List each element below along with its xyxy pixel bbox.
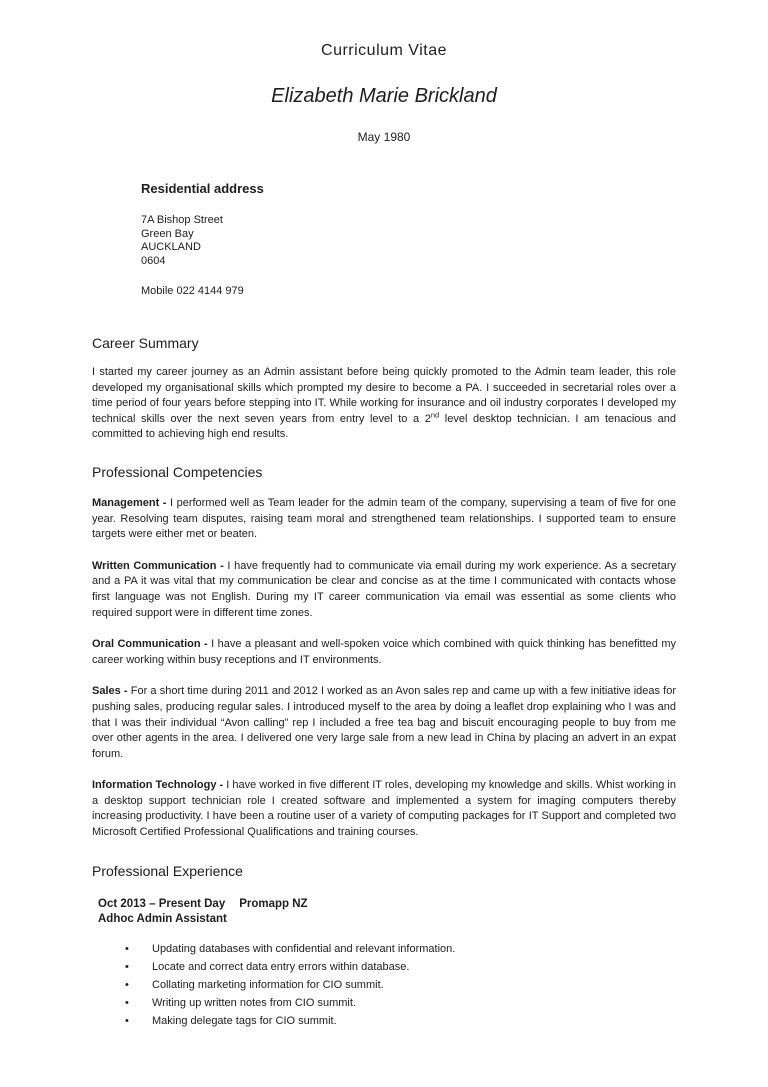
bullet-icon: • [125,1014,129,1027]
competency-management-label: Management - [92,496,170,509]
address-heading: Residential address [141,181,264,196]
bullet-text: Collating marketing information for CIO summit. [152,978,384,991]
bullet-text: Updating databases with confidential and relevant information. [152,942,456,955]
main-content [92,335,676,1029]
competency-oral-communication-label: Oral Communication - [92,638,212,651]
bullet-text: Locate and correct data entry errors within database. [152,960,410,973]
list-item [98,1013,676,1029]
person-name: Elizabeth Marie Brickland [271,85,497,107]
job-dates: Oct 2013 – Present Day [98,897,226,910]
competency-information-technology-text: I have worked in five different IT roles, developing my knowledge and skills. Whist working in a desktop support technician role I created software and implemented a system for imaging computers thereby increasing productivity. I have been a routine user of a variety of computing packages for IT Support and completed two Microsoft Certified Professional Qualifications and training courses. [92,779,676,839]
address-line-street: 7A Bishop Street [141,214,223,226]
bullet-icon: • [125,960,129,973]
competency-management [92,496,676,543]
career-summary-heading: Career Summary [92,335,199,351]
competency-written-communication-text: I have frequently had to communicate via email during my work experience. As a secretary and a PA it was vital that my communication be clear and concise as at the time I communicated with contacts whose first language was not English. During my IT career communication via email was essential as some clients who required support were in different time zones. [92,559,676,619]
birth-date: May 1980 [357,130,411,144]
job-company: Promapp NZ [239,897,308,910]
competency-management-text: I performed well as Team leader for the admin team of the company, supervising a team of five for one year. Resolving team disputes, raising team moral and strengthened team relationships. I supported team to ensure targets were either met or beaten. [92,496,676,541]
ordinal-superscript: nd [430,410,440,420]
competency-written-communication-label: Written Communication - [92,559,228,572]
competency-oral-communication-text: I have a pleasant and well-spoken voice which combined with quick thinking has benefitted my career working within busy receptions and IT environments. [92,638,676,666]
competency-information-technology [92,778,676,840]
job-date-company-line [98,897,676,912]
competency-sales-label: Sales - [92,685,131,698]
list-item [98,995,676,1011]
competencies-heading: Professional Competencies [92,463,263,480]
experience-heading: Professional Experience [92,862,243,879]
career-summary-text-pre: I started my career journey as an Admin assistant before being quickly promoted to the Admin team leader, this role developed my organisational skills which prompted my desire to become a PA. I succeeded in secretarial roles over a time period of four years before stepping into IT. While working for insurance and oil industry corporates I developed my technical skills over the next seven years from entry level to a 2 [92,366,676,425]
competency-information-technology-label: Information Technology - [92,779,227,792]
mobile-number: Mobile 022 4144 979 [141,285,244,297]
address-line-suburb: Green Bay [141,227,194,240]
list-item [98,941,676,957]
document-title: Curriculum Vitae [321,42,447,59]
bullet-icon: • [125,978,129,991]
address-line-city: AUCKLAND [141,241,201,253]
address-block [141,181,768,297]
competency-sales [92,684,676,762]
competency-oral-communication [92,637,676,668]
address-lines [141,214,768,268]
job-title: Adhoc Admin Assistant [98,912,227,925]
competency-sales-text: For a short time during 2011 and 2012 I worked as an Avon sales rep and came up with a few initiative ideas for pushing sales, producing regular sales. I introduced myself to the area by doing a leaflet drop explaining who I was and that I was their individual “Avon calling” rep I included a free tea bag and biscuit encouraging people to buy from me over other agents in the area. I delivered one very large sale from a new lead in China by placing an advert in an expat forum. [92,685,676,760]
bullet-text: Writing up written notes from CIO summit. [152,996,356,1009]
competency-written-communication [92,559,676,621]
bullet-icon: • [125,996,129,1009]
career-summary-text-post: level desktop technician. I am tenacious and committed to achieving high end results. [92,412,677,441]
address-line-postcode: 0604 [141,254,166,267]
career-summary-paragraph [92,365,676,443]
bullet-icon: • [125,942,129,955]
list-item [98,977,676,993]
bullet-text: Making delegate tags for CIO summit. [152,1014,337,1027]
list-item [98,959,676,975]
job-bullet-list [98,941,676,1029]
experience-job [98,897,676,1029]
